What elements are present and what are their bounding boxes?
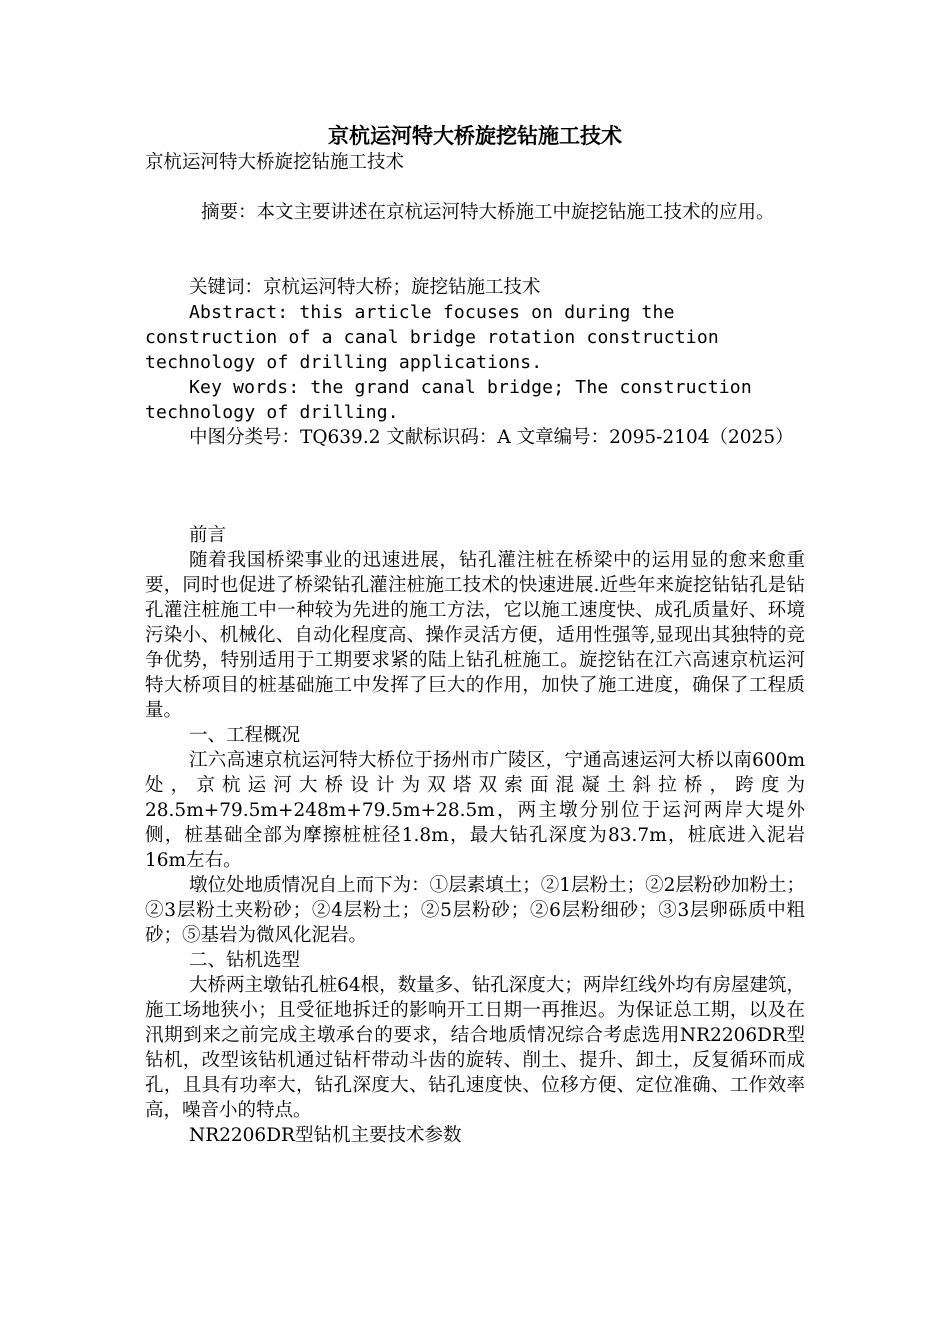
section-1-paragraph-1: 江六高速京杭运河特大桥位于扬州市广陵区，宁通高速运河大桥以南600m处，京杭运河大桥设计为双塔双索面混凝土斜拉桥，跨度为28.5m+79.5m+248m+79.5m+28.5m，两主墩分别位于运河两岸大堤外侧，桩基础全部为摩擦桩桩径1.8m，最大钻孔深度为83.7m，桩底进入泥岩16m左右。	[145, 750, 805, 871]
body-block	[145, 523, 805, 1148]
section-2-heading: 二、钻机选型	[189, 950, 301, 971]
section-2-paragraph-1: 大桥两主墩钻孔桩64根，数量多、钻孔深度大；两岸红线外均有房屋建筑，施工场地狭小；且受征地拆迁的影响开工日期一再推迟。为保证总工期，以及在汛期到来之前完成主墩承台的要求，结合地质情况综合考虑选用NR2206DR型钻机，改型该钻机通过钻杆带动斗齿的旋转、削土、提升、卸土，反复循环而成孔，且具有功率大，钻孔深度大、钻孔速度快、位移方便、定位准确、工作效率高，噪音小的特点。	[145, 975, 805, 1121]
section-1-heading: 一、工程概况	[189, 725, 301, 746]
abstract-en: Abstract: this article focuses on during the construction of a canal bridge rotation construction technology of drilling applications.	[145, 302, 719, 373]
document-subtitle	[145, 150, 805, 175]
keywords-cn: 关键词：京杭运河特大桥；旋挖钻施工技术	[189, 277, 541, 298]
preface-paragraph: 随着我国桥梁事业的迅速进展，钻孔灌注桩在桥梁中的运用显的愈来愈重要，同时也促进了桥梁钻孔灌注桩施工技术的快速进展.近些年来旋挖钻钻孔是钻孔灌注桩施工中一种较为先进的施工方法，它以施工速度快、成孔质量好、环境污染小、机械化、自动化程度高、操作灵活方便，适用性强等,显现出其独特的竞争优势，特别适用于工期要求紧的陆上钻孔桩施工。旋挖钻在江六高速京杭运河特大桥项目的桩基础施工中发挥了巨大的作用，加快了施工进度，确保了工程质量。	[145, 550, 805, 721]
classification-line: 中图分类号：TQ639.2 文献标识码：A 文章编号：2095-2104（2025）	[189, 427, 794, 448]
abstract-cn-block	[145, 200, 805, 225]
abstract-cn: 摘要：本文主要讲述在京杭运河特大桥施工中旋挖钻施工技术的应用。	[201, 202, 775, 223]
subtitle-text: 京杭运河特大桥旋挖钻施工技术	[145, 152, 405, 173]
section-2-paragraph-2: NR2206DR型钻机主要技术参数	[189, 1125, 462, 1146]
preface-heading: 前言	[189, 525, 227, 546]
front-matter-block	[145, 275, 805, 450]
keywords-en: Key words: the grand canal bridge; The construction technology of drilling.	[145, 377, 752, 423]
document-title: 京杭运河特大桥旋挖钻施工技术	[328, 123, 622, 148]
section-1-paragraph-2: 墩位处地质情况自上而下为：①层素填土；②1层粉土；②2层粉砂加粉土；②3层粉土夹粉砂；②4层粉土；②5层粉砂；②6层粉细砂；③3层卵砾质中粗砂；⑤基岩为微风化泥岩。	[145, 875, 805, 946]
